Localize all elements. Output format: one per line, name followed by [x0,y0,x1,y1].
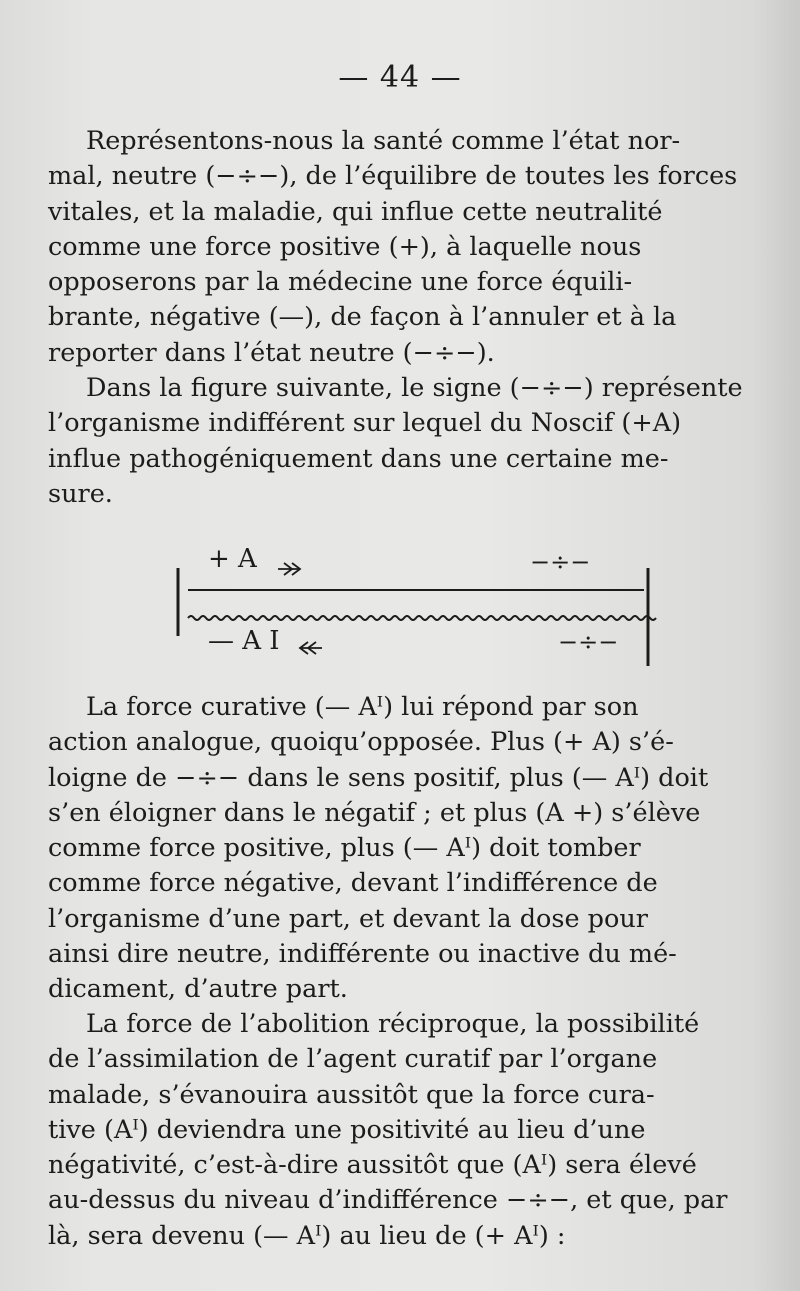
paragraph-1 [48,124,778,371]
text-line: comme force négative, devant l’indifférence de [48,868,658,899]
text-line: influe pathogéniquement dans une certaine me- [48,443,669,474]
text-line: Représentons-nous la santé comme l’état nor- [86,126,681,156]
text-line: ainsi dire neutre, indifférente ou inactive du mé- [48,939,677,970]
text-line: tive (Aᴵ) deviendra une positivité au lieu d’une [48,1114,646,1145]
text-line: l’organisme indifférent sur lequel du Noscif (+A) [48,408,682,439]
text-line: sure. [48,478,113,509]
text-line: comme une force positive (+), à laquelle nous [48,231,642,262]
text-line: mal, neutre (−÷−), de l’équilibre de toutes les forces [48,161,738,192]
text-line: négativité, c’est-à-dire aussitôt que (Aᴵ) sera élevé [48,1150,697,1181]
text-line: là, sera devenu (— Aᴵ) au lieu de (+ Aᴵ) : [48,1220,566,1251]
text-line: opposerons par la médecine une force équili- [48,267,633,298]
text-line: La force de l’abolition réciproque, la possibilité [86,1009,700,1039]
text-line: l’organisme d’une part, et devant la dose pour [48,903,648,934]
page-number: — 44 — [338,60,462,95]
text-line: de l’assimilation de l’agent curatif par l’organe [48,1044,658,1075]
text-line: vitales, et la maladie, qui influe cette neutralité [48,196,663,227]
text-line: La force curative (— Aᴵ) lui répond par son [86,692,639,722]
text-line: reporter dans l’état neutre (−÷−). [48,337,495,368]
wavy-line [188,616,656,620]
paragraph-3 [48,690,778,1008]
text-line: malade, s’évanouira aussitôt que la force cura- [48,1079,655,1110]
text-line: Dans la figure suivante, le signe (−÷−) représente [86,373,743,403]
text-line: s’en éloigner dans le négatif ; et plus (A +) s’élève [48,797,701,828]
paragraph-2 [48,371,778,512]
text-line: comme force positive, plus (— Aᴵ) doit tomber [48,833,641,864]
text-line: brante, négative (—), de façon à l’annuler et à la [48,302,677,333]
text-line: action analogue, quoiqu’opposée. Plus (+ A) s’é- [48,727,674,758]
positive-force-label: + A [208,544,257,574]
double-arrow-right-icon [278,563,300,575]
neutral-sign-top: −÷− [530,548,591,576]
neutrality-diagram [170,540,660,670]
neutral-sign-bottom: −÷− [558,628,619,656]
paragraph-4 [48,1007,778,1254]
text-line: au-dessus du niveau d’indifférence −÷−, et que, par [48,1185,728,1216]
text-line: loigne de −÷− dans le sens positif, plus (— Aᴵ) doit [48,762,709,793]
text-line: dicament, d’autre part. [48,974,348,1005]
double-arrow-left-icon [300,642,322,654]
negative-force-label: — A I [208,626,280,656]
